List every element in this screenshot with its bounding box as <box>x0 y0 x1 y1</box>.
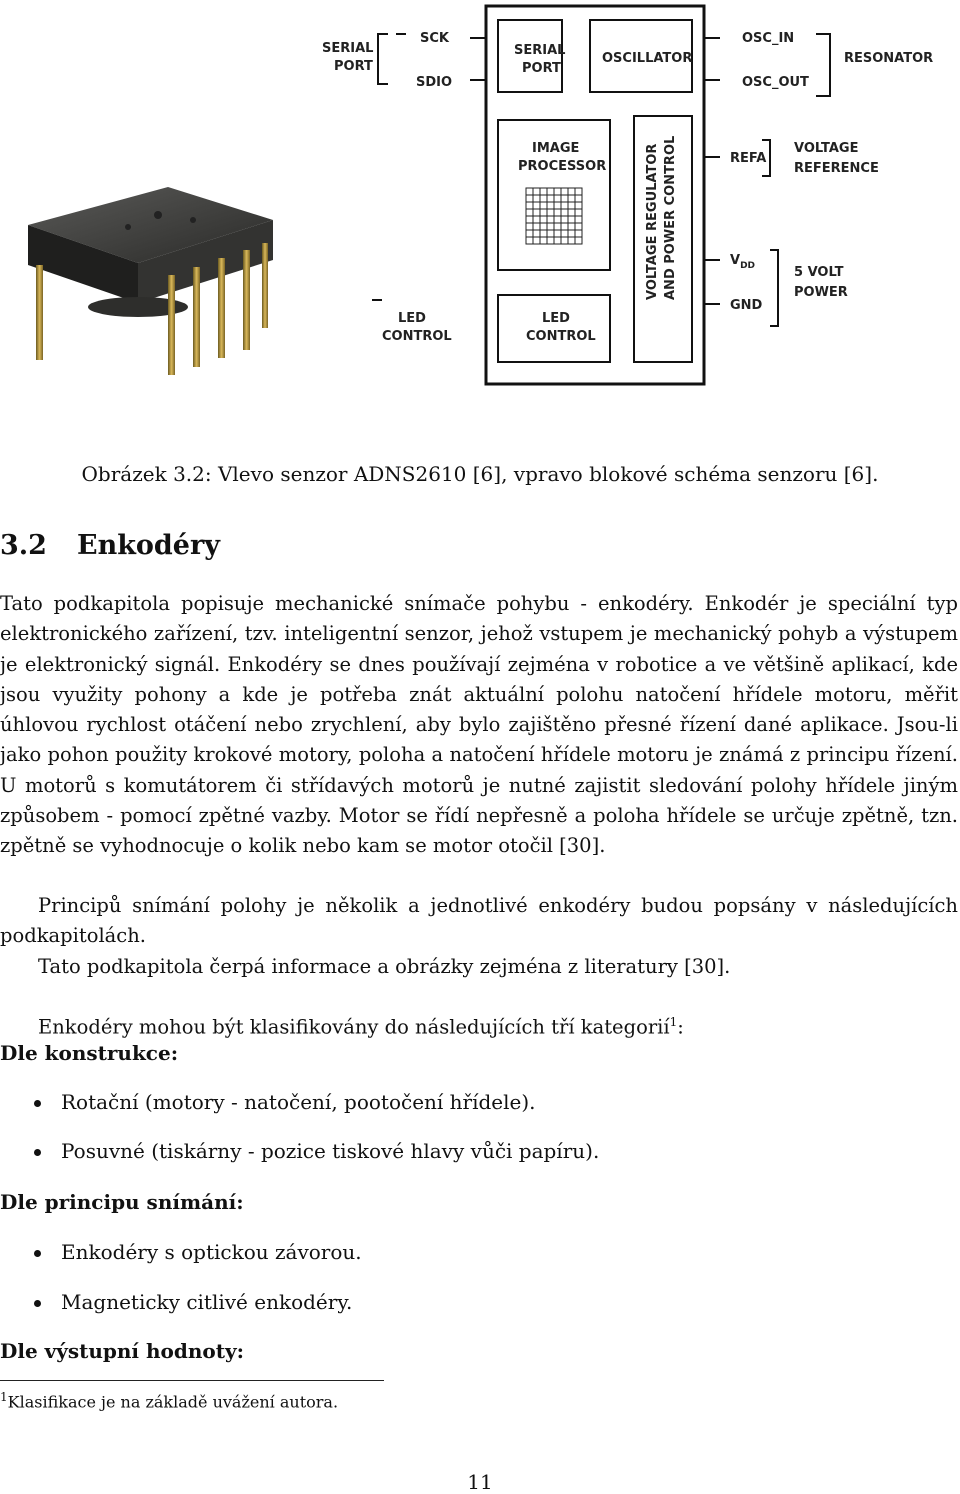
five-volt-power-label-1: 5 VOLT <box>794 265 844 280</box>
svg-text:LEDCONTROL <box>382 311 452 344</box>
paragraph-1: Tato podkapitola popisuje mechanické snímače pohybu - enkodéry. Enkodér je speciální typ elektronického zařízení, tzv. inteligentní senzor, jehož vstupem je mechanický pohyb a výstupem je elektronický signál. Enkodéry se dnes používají zejména v robotice a ve většině aplikací, kde jsou využity pohony a kde je potřeba znát aktuální polohu natočení hřídele motoru, měřit úhlovou rychlost otáčení nebo zrychlení, aby bylo zajištěno přesné řízení dané aplikace. Jsou-li jako pohon použity krokové motory, poloha a natočení hřídele motoru je známá z principu řízení. U motorů s komutátorem či střídavých motorů je nutné zajistit sledování polohy hřídele jiným způsobem - pomocí zpětné vazby. Motor se řídí nepřesně a poloha hřídele se určuje zpětně, tzn. zpětně se vyhodnocuje o kolik nebo kam se motor otočil [30]. <box>0 592 958 858</box>
figure-caption: Obrázek 3.2: Vlevo senzor ADNS2610 [6], vpravo blokové schéma senzoru [6]. <box>81 462 879 486</box>
list-item: Posuvné (tiskárny - pozice tiskové hlavy vůči papíru). <box>38 1136 599 1166</box>
voltage-reference-label-2: REFERENCE <box>794 161 879 176</box>
led-control-left-label-1: LED <box>398 311 426 326</box>
page-number: 11 <box>467 1470 493 1494</box>
paragraph-4-text: Enkodéry mohou být klasifikovány do následujících tří kategorií <box>38 1015 670 1039</box>
osc-in-label: OSC_IN <box>742 31 795 46</box>
oscillator-label: OSCILLATOR <box>602 51 693 66</box>
block-diagram <box>300 0 940 400</box>
section-title: Enkodéry <box>76 530 220 561</box>
five-volt-power-label-2: POWER <box>794 285 848 300</box>
footnote-text: Klasifikace je na základě uvážení autora. <box>7 1392 339 1412</box>
list-heading-construction: Dle konstrukce: <box>0 1041 179 1065</box>
serial-port-box-label-1: SERIAL <box>514 43 566 58</box>
voltage-reference-label-1: VOLTAGE <box>794 141 859 156</box>
pixel-array-grid <box>526 188 582 244</box>
paragraph-4-tail: : <box>677 1015 684 1039</box>
vdd-label: V <box>730 253 741 268</box>
footnote <box>0 1385 338 1414</box>
image-processor-label-1: IMAGE <box>532 141 580 156</box>
footnote-rule <box>0 1380 384 1381</box>
svg-text:LEDCONTROL <box>526 311 596 344</box>
voltage-regulator-label-1: VOLTAGE REGULATOR <box>645 143 660 300</box>
list-heading-sensing-principle: Dle principu snímání: <box>0 1190 244 1214</box>
voltage-regulator-label-2: AND POWER CONTROL <box>663 135 678 300</box>
list-item: Magneticky citlivé enkodéry. <box>38 1287 352 1317</box>
svg-text:SERIALPORT <box>514 43 565 76</box>
svg-text:VOLTAGEREFERENCE <box>794 141 879 176</box>
sdio-label: SDIO <box>416 75 453 90</box>
sck-label: SCK <box>420 31 449 46</box>
led-control-left-label-2: CONTROL <box>382 329 452 344</box>
refa-label: REFA <box>730 151 767 166</box>
resonator-label: RESONATOR <box>844 51 934 66</box>
sensor-chip-photo <box>18 185 288 395</box>
footnote-reference: 1 <box>669 1015 678 1029</box>
led-control-box-label-1: LED <box>542 311 570 326</box>
section-number: 3.2 <box>0 530 47 561</box>
led-control-box-label-2: CONTROL <box>526 329 596 344</box>
figure <box>0 0 960 440</box>
serial-port-left-label-2: PORT <box>334 59 373 74</box>
svg-text:SERIALPORT <box>322 41 373 74</box>
section-heading <box>0 526 220 566</box>
serial-port-left-label-1: SERIAL <box>322 41 374 56</box>
serial-port-box-label-2: PORT <box>522 61 561 76</box>
paragraph-3: Tato podkapitola čerpá informace a obrázky zejména z literatury [30]. <box>38 955 731 978</box>
vdd-subscript: DD <box>740 261 756 271</box>
osc-out-label: OSC_OUT <box>742 75 809 90</box>
gnd-label: GND <box>730 298 763 313</box>
svg-text:5 VOLTPOWER <box>794 265 848 300</box>
image-processor-label-2: PROCESSOR <box>518 159 607 174</box>
svg-text:VOLTAGE REGULATORAND POWER CON <box>645 136 678 300</box>
paragraph-2: Principů snímání polohy je několik a jednotlivé enkodéry budou popsány v následujících podkapitolách. <box>0 894 958 948</box>
svg-text:VDD <box>730 253 755 271</box>
svg-text:IMAGEPROCESSOR <box>518 141 606 174</box>
list-item: Rotační (motory - natočení, pootočení hřídele). <box>38 1087 536 1117</box>
list-item: Enkodéry s optickou závorou. <box>38 1237 362 1267</box>
footnote-mark: 1 <box>0 1390 8 1404</box>
list-heading-output-value: Dle výstupní hodnoty: <box>0 1339 244 1363</box>
